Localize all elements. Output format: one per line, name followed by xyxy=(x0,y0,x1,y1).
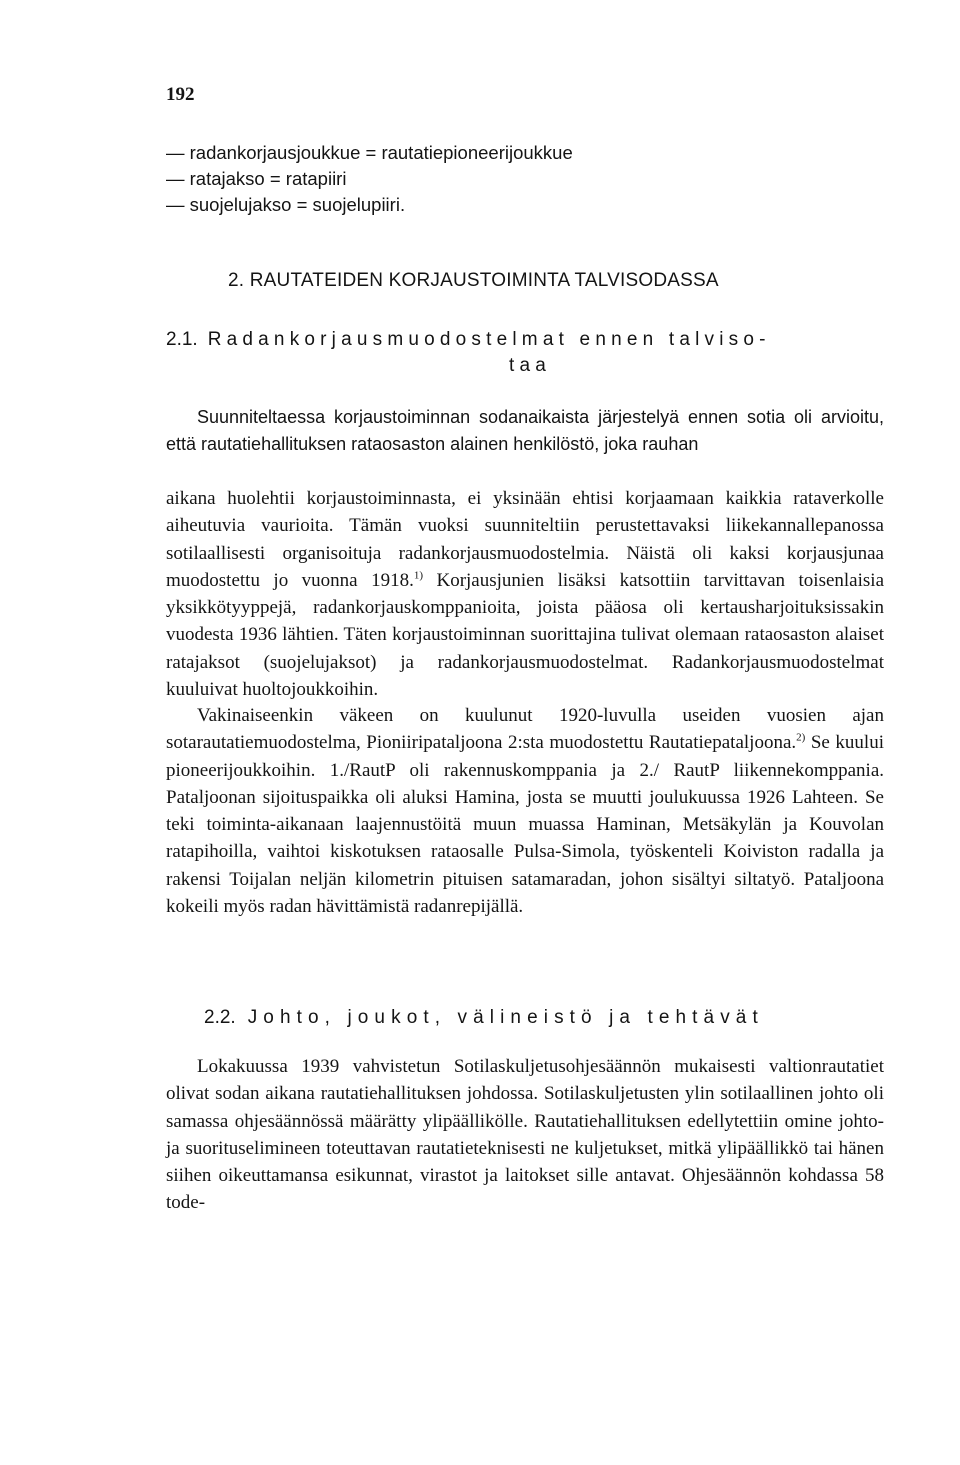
definition-item: — suojelujakso = suojelupiiri. xyxy=(166,194,406,215)
section-number: 2.2. xyxy=(204,1007,236,1028)
definition-item: — radankorjausjoukkue = rautatiepioneerijoukkue xyxy=(166,142,573,163)
paragraph-text xyxy=(166,702,884,920)
section-title: Radankorjausmuodostelmat ennen talviso- xyxy=(207,329,771,350)
definition-item: — ratajakso = ratapiiri xyxy=(166,168,347,189)
paragraph-2 xyxy=(166,702,884,920)
text-run: aikana huolehtii korjaustoiminnasta, ei yksinään ehtisi korjaamaan kaikkia rataverkolle aiheutuvia vaurioita. Tämän vuoksi suunniteltiin perustettavaksi liikekannallepanossa sotilaallisesti organisoituja radankorjausmuodostelmia. Näistä oli kaksi korjausjunaa muodostettu jo vuonna 1918. xyxy=(166,488,884,591)
section-number: 2.1. xyxy=(166,329,198,350)
section-heading-2-1 xyxy=(166,327,884,379)
text-run: Se kuului pioneerijoukkoihin. 1./RautP oli rakennuskomppania ja 2./ RautP liikennekomppania. Pataljoonan sijoituspaikka oli aluksi Hamina, josta se muutti joulukuussa 1926 Lahteen. Se teki toiminta-aikanaan laajennustöitä muun muassa Haminan, Metsäkylän ja Kouvolan ratapihoilla, vaihtoi kiskotuksen rataosalle Pulsa-Simola, työskenteli Koiviston radalla ja rakensi Toijalan neljän kilometrin pituisen satamaradan, johon sisältyi siltatyö. Pataljoona kokeili myös radan hävittämistä radanrepijällä. xyxy=(166,732,884,918)
text-run: Vakinaiseenkin väkeen on kuulunut 1920-luvulla useiden vuosien ajan sotarautatiemuodostelma, Pioniiripataljoona 2:sta muodostettu Rautatiepataljoona. xyxy=(166,705,884,754)
footnote-ref: 2) xyxy=(796,731,806,744)
footnote-ref: 1) xyxy=(413,569,423,582)
paragraph-3 xyxy=(166,1053,884,1217)
section-title: Johto, joukot, välineistö ja tehtävät xyxy=(247,1007,764,1028)
chapter-heading: 2. RAUTATEIDEN KORJAUSTOIMINTA TALVISODASSA xyxy=(228,270,719,291)
paragraph-text: Lokakuussa 1939 vahvistetun Sotilaskuljetusohjesäännön mukaisesti valtionrautatiet olivat sodan aikana rautatiehallituksen johdossa. Sotilaskuljetusten ylin sotilaallinen johto oli samassa ohjesäännössä määrätty ylipäällikölle. Rautatiehallituksen edellytettiin omine johto- ja suorituselimineen toteuttavan rautatieteknisesti ne kuljetukset, mitkä ylipäällikkö tai hänen siihen oikeuttamansa esikunnat, virastot ja laitokset sille antavat. Ohjesäännön kohdassa 58 tode- xyxy=(166,1056,884,1214)
definition-list xyxy=(166,140,573,218)
paragraph-text: Suunniteltaessa korjaustoiminnan sodanaikaista järjestelyä ennen sotia oli arvioitu, että rautatiehallituksen rataosaston alainen henkilöstö, joka rauhan xyxy=(166,407,884,455)
section-heading-2-2 xyxy=(204,1007,764,1029)
text-run: Korjausjunien lisäksi katsottiin tarvittavan toisenlaisia yksikkötyyppejä, radankorjauskomppanioita, joista pääosa oli kertausharjoituksissakin vuodesta 1936 lähtien. Täten korjaustoiminnan suorittajina tulivat olemaan rataosaston alaiset ratajaksot (suojelujaksot) ja radankorjausmuodostelmat. Radankorjausmuodostelmat kuuluivat huoltojoukkoihin. xyxy=(166,569,885,701)
paragraph-1a xyxy=(166,404,884,459)
section-title-continuation: taa xyxy=(508,355,551,376)
page-number: 192 xyxy=(166,84,195,105)
paragraph-1b xyxy=(166,485,884,703)
paragraph-text xyxy=(166,485,884,703)
